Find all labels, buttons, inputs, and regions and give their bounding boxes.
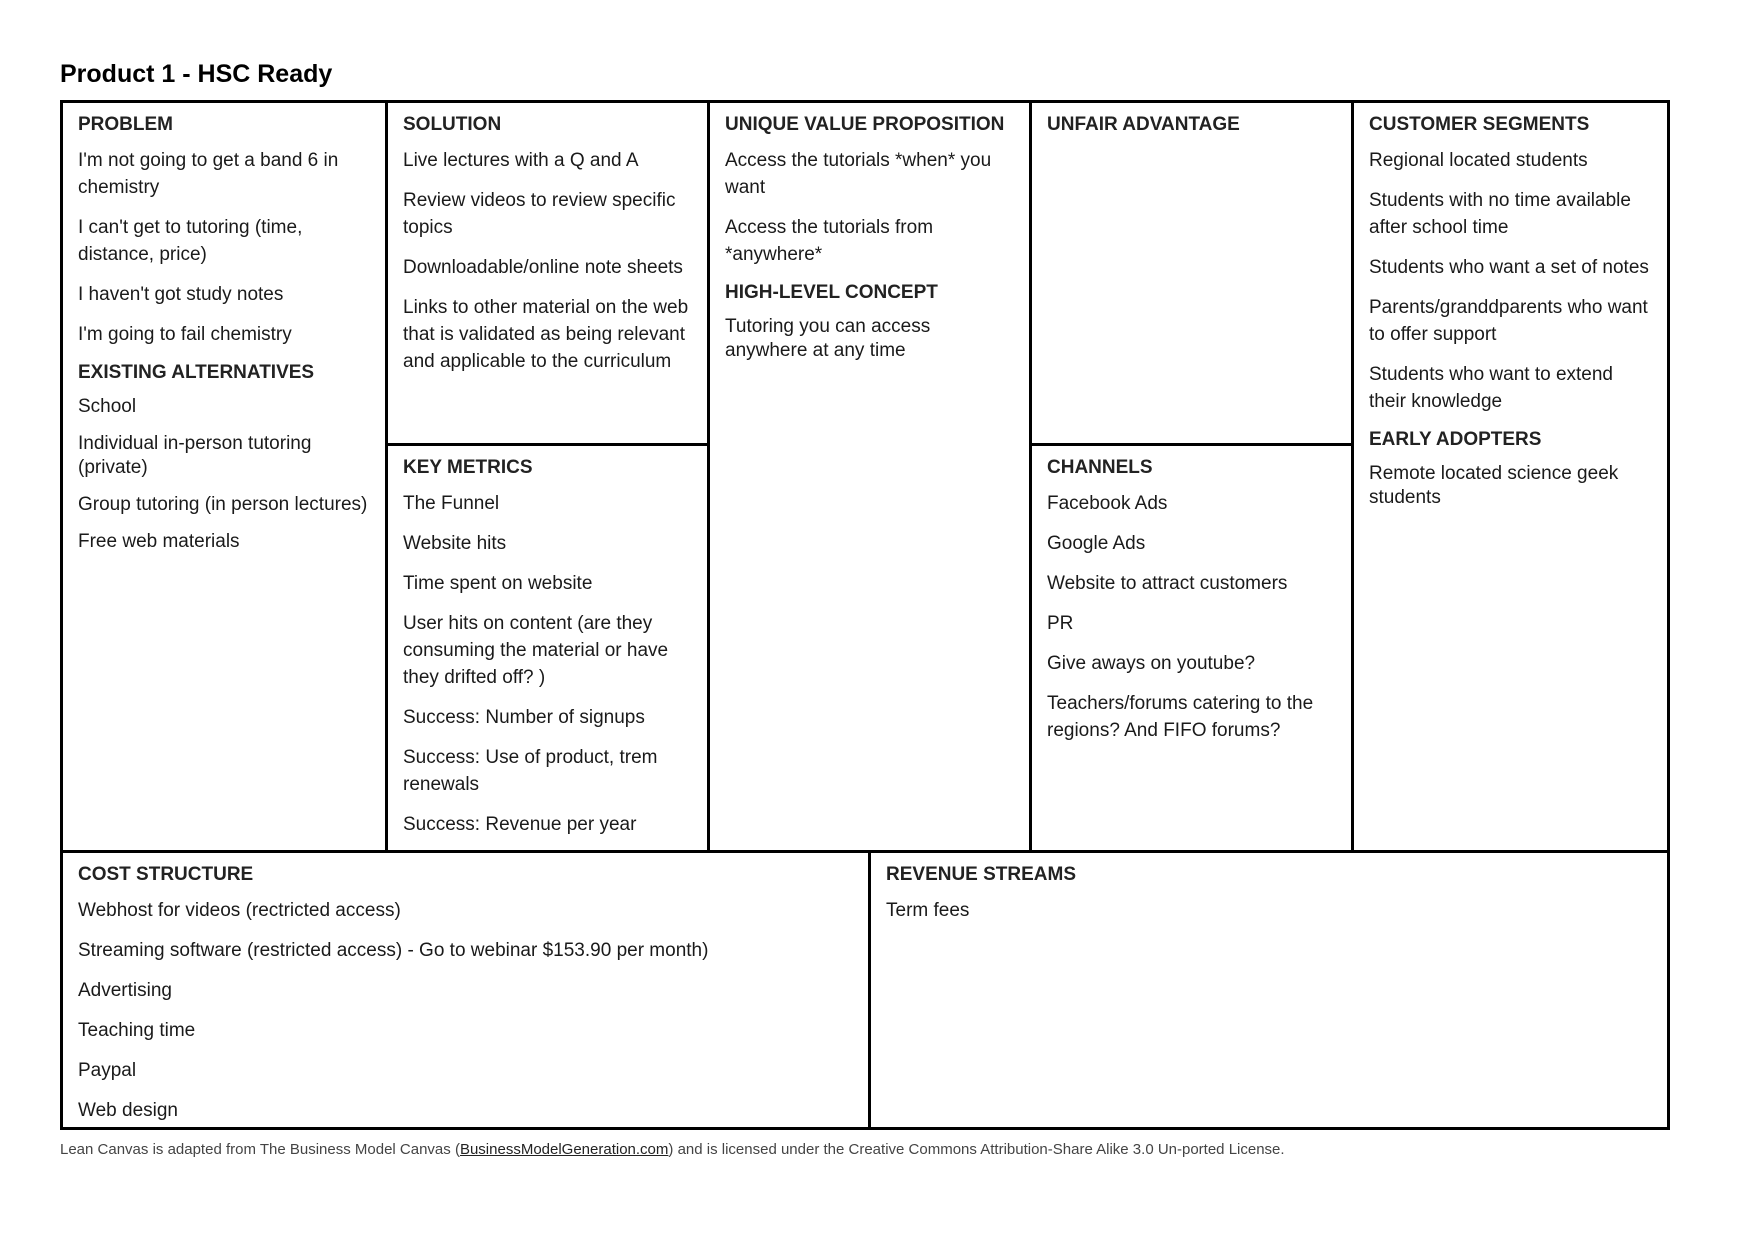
problem-item: I'm going to fail chemistry bbox=[78, 324, 292, 345]
cost-item: Webhost for videos (rectricted access) bbox=[78, 900, 401, 921]
alternative-item: Free web materials bbox=[78, 531, 240, 552]
cost-structure-section bbox=[63, 850, 868, 1127]
solution-section bbox=[385, 103, 707, 443]
uvp-item: Access the tutorials from *anywhere* bbox=[725, 217, 934, 265]
solution-item: Downloadable/online note sheets bbox=[403, 257, 683, 278]
segment-item: Students who want to extend their knowledge bbox=[1369, 364, 1613, 412]
cost-item: Streaming software (restricted access) - Go to webinar $153.90 per month) bbox=[78, 940, 709, 961]
channel-item: Website to attract customers bbox=[1047, 573, 1288, 594]
high-level-concept-text: Tutoring you can access anywhere at any time bbox=[725, 316, 931, 361]
metric-item: Success: Revenue per year bbox=[403, 814, 637, 835]
cost-item: Advertising bbox=[78, 980, 172, 1001]
alternative-item: Individual in-person tutoring (private) bbox=[78, 433, 312, 478]
channel-item: Give aways on youtube? bbox=[1047, 653, 1256, 674]
cost-item: Paypal bbox=[78, 1060, 137, 1081]
high-level-concept-heading: HIGH-LEVEL CONCEPT bbox=[725, 282, 938, 303]
key-metrics-section bbox=[385, 443, 707, 850]
early-adopters-heading: EARLY ADOPTERS bbox=[1369, 429, 1542, 450]
unfair-advantage-section bbox=[1029, 103, 1351, 443]
unique-value-proposition-section bbox=[707, 103, 1029, 850]
customer-segments-section bbox=[1351, 103, 1667, 850]
channel-item: PR bbox=[1047, 613, 1074, 634]
alternative-item: School bbox=[78, 396, 137, 417]
solution-item: Live lectures with a Q and A bbox=[403, 150, 639, 171]
channels-heading: CHANNELS bbox=[1047, 457, 1153, 478]
early-adopters-text: Remote located science geek students bbox=[1369, 463, 1619, 508]
metric-item: Website hits bbox=[403, 533, 507, 554]
channel-item: Facebook Ads bbox=[1047, 493, 1168, 514]
problem-item: I can't get to tutoring (time, distance, price) bbox=[78, 217, 303, 265]
footer-text-after: ) and is licensed under the Creative Commons Attribution-Share Alike 3.0 Un-ported License. bbox=[668, 1141, 1285, 1158]
channel-item: Google Ads bbox=[1047, 533, 1146, 554]
revenue-streams-heading: REVENUE STREAMS bbox=[886, 864, 1077, 885]
cost-item: Teaching time bbox=[78, 1020, 196, 1041]
metric-item: User hits on content (are they consuming the material or have they drifted off? ) bbox=[403, 613, 669, 688]
key-metrics-heading: KEY METRICS bbox=[403, 457, 533, 478]
channel-item: Teachers/forums catering to the regions? And FIFO forums? bbox=[1047, 693, 1314, 741]
metric-item: Success: Use of product, trem renewals bbox=[403, 747, 658, 795]
problem-section bbox=[63, 103, 385, 850]
segment-item: Regional located students bbox=[1369, 150, 1588, 171]
revenue-item: Term fees bbox=[886, 900, 970, 921]
solution-heading: SOLUTION bbox=[403, 114, 502, 135]
cost-item: Web design bbox=[78, 1100, 178, 1121]
unfair-advantage-heading: UNFAIR ADVANTAGE bbox=[1047, 114, 1240, 135]
metric-item: Time spent on website bbox=[403, 573, 593, 594]
business-model-generation-link[interactable]: BusinessModelGeneration.com bbox=[459, 1141, 669, 1158]
segment-item: Students who want a set of notes bbox=[1369, 257, 1649, 278]
metric-item: Success: Number of signups bbox=[403, 707, 645, 728]
problem-item: I haven't got study notes bbox=[78, 284, 284, 305]
footer-text-before: Lean Canvas is adapted from The Business Model Canvas ( bbox=[60, 1141, 460, 1158]
solution-item: Links to other material on the web that is validated as being relevant and applicable to the curriculum bbox=[403, 297, 689, 372]
metric-item: The Funnel bbox=[403, 493, 500, 514]
problem-heading: PROBLEM bbox=[78, 114, 173, 135]
lean-canvas bbox=[60, 100, 1670, 1130]
cost-structure-heading: COST STRUCTURE bbox=[78, 864, 254, 885]
alternative-item: Group tutoring (in person lectures) bbox=[78, 494, 368, 515]
existing-alternatives-heading: EXISTING ALTERNATIVES bbox=[78, 362, 315, 383]
customer-segments-heading: CUSTOMER SEGMENTS bbox=[1369, 114, 1590, 135]
channels-section bbox=[1029, 443, 1351, 850]
uvp-item: Access the tutorials *when* you want bbox=[725, 150, 992, 198]
license-footer bbox=[60, 1141, 1285, 1158]
uvp-heading: UNIQUE VALUE PROPOSITION bbox=[725, 114, 1005, 135]
page-title: Product 1 - HSC Ready bbox=[60, 60, 333, 88]
segment-item: Students with no time available after school time bbox=[1369, 190, 1631, 238]
problem-item: I'm not going to get a band 6 in chemistry bbox=[78, 150, 339, 198]
solution-item: Review videos to review specific topics bbox=[403, 190, 676, 238]
segment-item: Parents/granddparents who want to offer support bbox=[1369, 297, 1648, 345]
revenue-streams-section bbox=[868, 850, 1667, 1127]
